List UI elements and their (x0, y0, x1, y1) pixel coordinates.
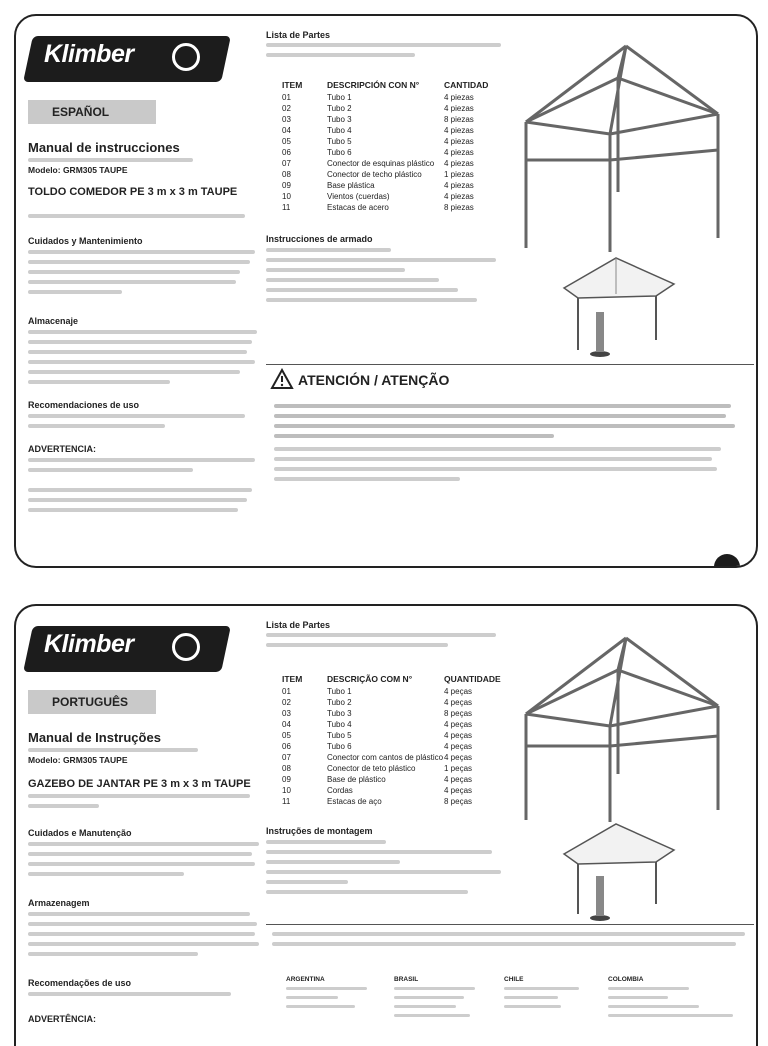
part-quantity: 4 piezas (444, 137, 474, 146)
col-quantity-header: CANTIDAD (444, 80, 489, 90)
contact-brasil: BRASIL (394, 974, 482, 1023)
section-heading: Armazenagem (28, 898, 90, 908)
canopy-anchor-illustration (556, 820, 680, 924)
canopy-anchor-illustration (556, 254, 680, 362)
part-description: Tubo 6 (327, 148, 352, 157)
section-heading: ADVERTÊNCIA: (28, 1014, 97, 1024)
warning-text-placeholder (274, 404, 740, 487)
part-quantity: 4 piezas (444, 104, 474, 113)
mountain-logo-icon (172, 633, 200, 661)
part-item-number: 02 (282, 104, 291, 113)
brand-logo-text: Klimber (44, 40, 134, 68)
part-quantity: 4 peças (444, 698, 473, 707)
assembly-steps-placeholder (266, 248, 506, 308)
part-quantity: 1 peças (444, 764, 473, 773)
parts-table-header (282, 80, 488, 90)
parts-table-row (282, 191, 474, 202)
parts-table-row (282, 92, 474, 103)
section-divider (266, 364, 754, 365)
part-quantity: 8 peças (444, 797, 473, 806)
section-heading: Recomendações de uso (28, 978, 132, 988)
part-quantity: 4 piezas (444, 159, 474, 168)
parts-table-row (282, 125, 474, 136)
part-item-number: 03 (282, 709, 291, 718)
parts-table-row (282, 708, 472, 719)
part-item-number: 04 (282, 720, 291, 729)
contacts-block (286, 974, 746, 1023)
part-description: Tubo 2 (327, 104, 352, 113)
col-description-header: DESCRIPCIÓN CON N° (327, 80, 420, 90)
contact-colombia: COLOMBIA (608, 974, 738, 1023)
parts-table-row (282, 730, 472, 741)
part-item-number: 06 (282, 148, 291, 157)
col-quantity-header: QUANTIDADE (444, 674, 501, 684)
part-item-number: 04 (282, 126, 291, 135)
section-heading: Cuidados y Mantenimiento (28, 236, 143, 246)
product-title: GAZEBO DE JANTAR PE 3 m x 3 m TAUPE (28, 778, 251, 790)
section-text-placeholder (28, 414, 264, 434)
part-quantity: 4 peças (444, 786, 473, 795)
assembly-title: Instrucciones de armado (266, 234, 373, 244)
part-item-number: 08 (282, 764, 291, 773)
parts-table-row (282, 741, 472, 752)
intro-text-placeholder (28, 214, 264, 224)
part-quantity: 4 peças (444, 775, 473, 784)
part-quantity: 8 peças (444, 709, 473, 718)
parts-table-row (282, 136, 474, 147)
parts-table-row (282, 158, 474, 169)
part-item-number: 11 (282, 797, 291, 806)
part-item-number: 10 (282, 192, 291, 201)
part-description: Tubo 1 (327, 687, 352, 696)
parts-table-body (282, 686, 472, 807)
part-description: Conector de techo plástico (327, 170, 422, 179)
part-item-number: 11 (282, 203, 291, 212)
part-description: Cordas (327, 786, 353, 795)
section-heading: ADVERTENCIA: (28, 444, 97, 454)
warning-triangle-icon (270, 368, 294, 390)
section-text-placeholder (28, 330, 264, 390)
part-item-number: 09 (282, 775, 291, 784)
parts-intro-placeholder (266, 43, 506, 63)
part-quantity: 1 piezas (444, 170, 474, 179)
parts-table-row (282, 114, 474, 125)
model-label: Modelo: GRM305 TAUPE (28, 165, 128, 175)
part-quantity: 4 peças (444, 687, 473, 696)
part-description: Conector com cantos de plástico (327, 753, 444, 762)
part-item-number: 01 (282, 687, 291, 696)
parts-table-row (282, 180, 474, 191)
section-heading: Almacenaje (28, 316, 79, 326)
part-quantity: 8 piezas (444, 203, 474, 212)
part-item-number: 08 (282, 170, 291, 179)
parts-list-title: Lista de Partes (266, 620, 331, 630)
parts-table-body (282, 92, 474, 213)
assembly-steps-placeholder (266, 840, 506, 900)
part-description: Base plástica (327, 181, 375, 190)
product-title: TOLDO COMEDOR PE 3 m x 3 m TAUPE (28, 186, 238, 198)
part-description: Estacas de acero (327, 203, 389, 212)
mountain-logo-icon (172, 43, 200, 71)
parts-table-row (282, 763, 472, 774)
part-item-number: 10 (282, 786, 291, 795)
parts-table-row (282, 796, 472, 807)
brand-logo-text: Klimber (44, 630, 134, 658)
section-text-placeholder (28, 912, 264, 962)
section-divider (266, 924, 754, 925)
gazebo-frame-illustration (518, 42, 732, 254)
part-quantity: 4 piezas (444, 192, 474, 201)
part-quantity: 4 piezas (444, 126, 474, 135)
language-tab: ESPAÑOL (28, 100, 156, 124)
parts-table-row (282, 202, 474, 213)
parts-table-row (282, 686, 472, 697)
part-quantity: 4 peças (444, 731, 473, 740)
model-label: Modelo: GRM305 TAUPE (28, 755, 128, 765)
part-item-number: 07 (282, 753, 291, 762)
col-item-header: ITEM (282, 674, 303, 684)
brand-badge-icon (714, 554, 740, 568)
part-item-number: 07 (282, 159, 291, 168)
part-quantity: 4 peças (444, 742, 473, 751)
part-item-number: 05 (282, 731, 291, 740)
col-item-header: ITEM (282, 80, 303, 90)
parts-table-row (282, 169, 474, 180)
part-quantity: 4 piezas (444, 93, 474, 102)
part-description: Tubo 3 (327, 709, 352, 718)
section-heading: Cuidados e Manutenção (28, 828, 132, 838)
manual-title: Manual de Instruções (28, 730, 161, 745)
parts-table-row (282, 697, 472, 708)
col-description-header: DESCRIÇÃO COM N° (327, 674, 413, 684)
parts-list-title: Lista de Partes (266, 30, 331, 40)
section-text-placeholder (28, 458, 264, 518)
contact-chile: CHILE (504, 974, 586, 1023)
part-quantity: 4 peças (444, 720, 473, 729)
language-tab: PORTUGUÊS (28, 690, 156, 714)
parts-table-row (282, 774, 472, 785)
section-text-placeholder (28, 992, 264, 1002)
part-description: Tubo 4 (327, 126, 352, 135)
part-item-number: 05 (282, 137, 291, 146)
part-quantity: 4 piezas (444, 148, 474, 157)
part-item-number: 09 (282, 181, 291, 190)
part-description: Estacas de aço (327, 797, 382, 806)
assembly-title: Instruções de montagem (266, 826, 373, 836)
manual-panel-spanish (14, 14, 758, 568)
parts-table-row (282, 752, 472, 763)
part-item-number: 03 (282, 115, 291, 124)
part-item-number: 01 (282, 93, 291, 102)
part-description: Tubo 2 (327, 698, 352, 707)
section-text-placeholder (28, 250, 264, 300)
parts-table-row (282, 103, 474, 114)
gazebo-frame-illustration (518, 634, 732, 824)
part-item-number: 02 (282, 698, 291, 707)
section-heading: Recomendaciones de uso (28, 400, 140, 410)
part-description: Tubo 1 (327, 93, 352, 102)
parts-intro-placeholder (266, 633, 506, 653)
warning-title: ATENCIÓN / ATENÇÃO (298, 372, 450, 388)
part-description: Vientos (cuerdas) (327, 192, 390, 201)
part-item-number: 06 (282, 742, 291, 751)
part-description: Tubo 3 (327, 115, 352, 124)
part-description: Conector de esquinas plástico (327, 159, 435, 168)
intro-text-placeholder (28, 794, 264, 814)
manual-title: Manual de instrucciones (28, 140, 180, 155)
part-description: Tubo 6 (327, 742, 352, 751)
manual-panel-portuguese (14, 604, 758, 1046)
part-quantity: 4 peças (444, 753, 473, 762)
part-quantity: 4 piezas (444, 181, 474, 190)
part-description: Conector de teto plástico (327, 764, 416, 773)
part-description: Tubo 4 (327, 720, 352, 729)
part-description: Tubo 5 (327, 731, 352, 740)
parts-table-row (282, 785, 472, 796)
footer-notice-placeholder (272, 932, 750, 952)
parts-table-row (282, 719, 472, 730)
part-description: Base de plástico (327, 775, 386, 784)
part-quantity: 8 piezas (444, 115, 474, 124)
parts-table-row (282, 147, 474, 158)
section-text-placeholder (28, 842, 264, 882)
part-description: Tubo 5 (327, 137, 352, 146)
parts-table-header (282, 674, 501, 684)
contact-argentina: ARGENTINA (286, 974, 372, 1023)
